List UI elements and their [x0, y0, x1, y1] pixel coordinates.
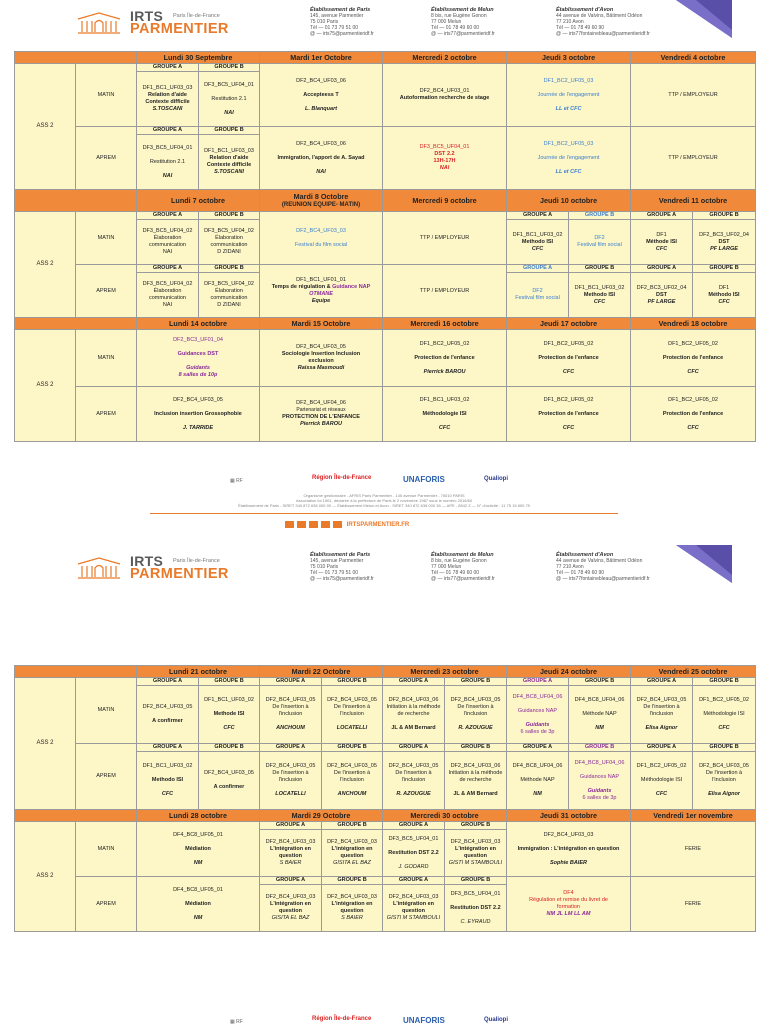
- session-cell: DF1_BC2_UF05_02 Méthodologie ISI CFC: [631, 752, 693, 810]
- rf-logo-icon: ▦ RF: [230, 1019, 243, 1025]
- session-cell: FERIE: [631, 822, 756, 877]
- logo-parmentier: PARMENTIER: [130, 566, 229, 582]
- session-cell: DF1_BC2_UF05_02 Protection de l'enfance CFC: [507, 387, 631, 442]
- class-label: ASS 2: [15, 678, 76, 810]
- session-cell: DF1_BC1_UF01_01 Temps de régulation & Guidance NAP OTMANE Equipe: [260, 265, 383, 318]
- session-cell: DF1 Méthodo ISI CFC: [693, 273, 756, 318]
- session-cell: DF2_BC4_UF03_03 L'intégration en question S BAIER: [260, 830, 322, 877]
- group-label: GROUPE A: [260, 877, 322, 885]
- session-cell: TTP / EMPLOYEUR: [631, 64, 756, 127]
- group-label: GROUPE B: [199, 744, 260, 752]
- week3-day-header: [15, 318, 756, 330]
- group-label: GROUPE A: [507, 265, 569, 273]
- session-cell: DF2_BC3_UF02_04 DST PF LARGE: [693, 220, 756, 265]
- address-avon: Établissement d'Avon 44 avenue de Valvins, Bâtiment Odéon 77 210 Avon Tél — 01 78 49 60 90 @ — irts77fontainebleau@parmentieridf.fr: [556, 7, 650, 37]
- day-header: Jeudi 3 octobre: [507, 52, 631, 64]
- group-label: GROUPE A: [260, 744, 322, 752]
- day-header: Lundi 30 Septembre: [137, 52, 260, 64]
- session-cell: DF3_BC5_UF04_02 Élaboration communication NAI: [137, 273, 199, 318]
- footer-divider: [150, 513, 618, 514]
- session-cell: DF2_BC4_UF03_01 Autoformation recherche de stage: [383, 64, 507, 127]
- session-cell: DF4_BC8_UF04_06 Méthode NAP NM: [569, 686, 631, 744]
- day-header: Jeudi 24 octobre: [507, 666, 631, 678]
- session-cell: DF1_BC1_UF03_02 Methodo ISI CFC: [137, 752, 199, 810]
- slot-label: APREM: [76, 744, 137, 810]
- session-cell: DF2_BC4_UF03_05 De l'insertion à l'inclusion LOCATELLI: [260, 752, 322, 810]
- slot-label: MATIN: [76, 64, 137, 127]
- address-paris: Établissement de Paris 145, avenue Parmentier 75 010 Paris Tél — 01 73 79 51 00 @ — irts75@parmentieridf.fr: [310, 552, 374, 582]
- session-cell: DF1_BC2_UF05_02 Protection de l'enfance CFC: [631, 387, 756, 442]
- slot-label: APREM: [76, 387, 137, 442]
- group-label: GROUPE B: [693, 212, 756, 220]
- address-melun: Établissement de Melun 8 bis, rue Eugène Gonon 77 000 Melun Tél — 01 78 49 60 00 @ — irts77@parmentieridf.fr: [431, 7, 495, 37]
- group-label: GROUPE A: [137, 127, 199, 135]
- group-label: GROUPE A: [383, 678, 445, 686]
- session-cell: DF3_BC5_UF04_02 Élaboration communication D ZIDANI: [199, 273, 260, 318]
- slot-label: MATIN: [76, 212, 137, 265]
- session-cell: DF4_BC8_UF05_01 Médiation NM: [137, 822, 260, 877]
- day-header: Mercredi 30 octobre: [383, 810, 507, 822]
- slot-label: MATIN: [76, 822, 137, 877]
- session-cell: DF2_BC3_UF01_04 Guidances DST Guidants 8 salles de 10p: [137, 330, 260, 387]
- slot-label: APREM: [76, 265, 137, 318]
- legal-text: Organisme gestionnaire - AFRIS Paris Parmentier - 145 avenue Parmentier - 75010 PARIS Association loi 1901, déclarée à la préfecture de Paris le 2 novembre 1987 sous le numéro 2016/60 Établissement de Paris - SIRET 340 872 638 000 90 — Établissement Melun et Avon - SIRET 340 872 638 000 36 — APE - 8542 Z — N° d'activité : 11 75 15 800 75: [238, 493, 530, 508]
- session-cell: DF2_BC4_UF03_05 A confirmer: [137, 686, 199, 744]
- session-cell: DF3_BC5_UF04_01 Restitution 2.1 NAI: [199, 72, 260, 127]
- slot-label: MATIN: [76, 678, 137, 744]
- day-header: Mardi 8 Octobre (REUNION EQUIPE- MATIN): [260, 190, 383, 212]
- group-label: GROUPE B: [199, 127, 260, 135]
- logo-unaforis: UNAFORIS: [403, 475, 445, 484]
- session-cell: DF2_BC4_UF03_05 De l'insertion à l'inclusion R. AZOUGUE: [445, 686, 507, 744]
- day-header: Vendredi 4 octobre: [631, 52, 756, 64]
- group-label: GROUPE A: [507, 678, 569, 686]
- session-cell: DF3_BC5_UF04_01 Restitution 2.1 NAI: [137, 135, 199, 190]
- session-cell: DF2_BC4_UF03_05 De l'insertion à l'inclusion ANCHOUM: [260, 686, 322, 744]
- slot-label: APREM: [76, 127, 137, 190]
- session-cell: DF2_BC4_UF03_05 De l'insertion à l'inclusion Elisa Aignor: [631, 686, 693, 744]
- day-header: Mardi 22 Octobre: [260, 666, 383, 678]
- session-cell: DF2_BC4_UF03_03 Festival du film social: [260, 212, 383, 265]
- day-header: Vendredi 18 octobre: [631, 318, 756, 330]
- group-label: GROUPE B: [569, 265, 631, 273]
- group-label: GROUPE B: [199, 64, 260, 72]
- session-cell: DF2_BC3_UF02_04 DST PF LARGE: [631, 273, 693, 318]
- group-label: GROUPE B: [322, 744, 383, 752]
- header-top: [0, 0, 768, 44]
- x-icon[interactable]: [321, 521, 330, 528]
- group-label: GROUPE B: [199, 212, 260, 220]
- day-header: Mardi 29 Octobre: [260, 810, 383, 822]
- session-cell: DF1_BC1_UF03_03 Relation d'aide Contexte difficile S.TOSCANI: [199, 135, 260, 190]
- logo-irts: IRTS: [130, 553, 164, 569]
- group-label: GROUPE B: [445, 822, 507, 830]
- day-header: Mardi 1er Octobre: [260, 52, 383, 64]
- group-label: GROUPE A: [137, 265, 199, 273]
- session-cell: DF1_BC2_UF05_03 Journée de l'engagement LL et CFC: [507, 127, 631, 190]
- session-cell: DF1_BC1_UF03_02 Methodo ISI CFC: [507, 220, 569, 265]
- session-cell: DF2_BC4_UF03_05 De l'insertion à l'inclusion ANCHOUM: [322, 752, 383, 810]
- day-header: Lundi 14 octobre: [137, 318, 260, 330]
- day-header: Vendredi 25 octobre: [631, 666, 756, 678]
- group-label: GROUPE B: [445, 678, 507, 686]
- session-cell: DF4_BC8_UF04_06 Guidances NAP Guidants 6 salles de 3p: [507, 686, 569, 744]
- group-label: GROUPE B: [445, 744, 507, 752]
- day-header: Jeudi 17 octobre: [507, 318, 631, 330]
- group-label: GROUPE B: [569, 744, 631, 752]
- session-cell: DF2_BC4_UF03_05 A confirmer: [199, 752, 260, 810]
- session-cell: FERIE: [631, 877, 756, 932]
- address-paris: Établissement de Paris 145, avenue Parmentier 75 010 Paris Tél — 01 73 79 51 00 @ — irts75@parmentieridf.fr: [310, 7, 374, 37]
- linkedin-icon[interactable]: [285, 521, 294, 528]
- week4-day-header: [15, 666, 756, 678]
- address-melun: Établissement de Melun 8 bis, rue Eugène Gonon 77 000 Melun Tél — 01 78 49 60 00 @ — irts77@parmentieridf.fr: [431, 552, 495, 582]
- group-label: GROUPE A: [507, 744, 569, 752]
- group-label: GROUPE A: [631, 212, 693, 220]
- group-label: GROUPE A: [260, 678, 322, 686]
- logo-region: Région Île-de-France: [312, 1016, 372, 1022]
- group-label: GROUPE B: [199, 265, 260, 273]
- youtube-icon[interactable]: [333, 521, 342, 528]
- session-cell: DF2_BC4_UF03_05 De l'insertion à l'inclusion LOCATELLI: [322, 686, 383, 744]
- session-cell: DF1_BC1_UF03_03 Relation d'aide Contexte difficile S.TOSCANI: [137, 72, 199, 127]
- logo-parmentier: PARMENTIER: [130, 21, 229, 37]
- session-cell: DF2_BC4_UF03_06 Initiation à la méthode de recherche JL & AM Bernard: [383, 686, 445, 744]
- instagram-icon[interactable]: [309, 521, 318, 528]
- day-header: Jeudi 10 octobre: [507, 190, 631, 212]
- logo-qualiopi: Qualiopi: [484, 1017, 508, 1023]
- group-label: GROUPE A: [260, 822, 322, 830]
- logo-region: Paris Île-de-France: [173, 13, 220, 19]
- day-header: Lundi 28 octobre: [137, 810, 260, 822]
- group-label: GROUPE B: [322, 877, 383, 885]
- group-label: GROUPE A: [137, 212, 199, 220]
- group-label: GROUPE A: [137, 744, 199, 752]
- day-header: Mercredi 23 octobre: [383, 666, 507, 678]
- day-header: Mardi 15 Octobre: [260, 318, 383, 330]
- group-label: GROUPE B: [693, 678, 756, 686]
- group-label: GROUPE B: [445, 877, 507, 885]
- slot-label: APREM: [76, 877, 137, 932]
- class-label: ASS 2: [15, 64, 76, 190]
- class-label: ASS 2: [15, 822, 76, 932]
- group-label: GROUPE B: [569, 678, 631, 686]
- session-cell: DF2_BC4_UF03_03 L'intégration en question S BAIER: [322, 885, 383, 932]
- day-header: Jeudi 31 octobre: [507, 810, 631, 822]
- week1-day-header: [15, 52, 756, 64]
- session-cell: DF3_BC5_UF04_02 Élaboration communication D ZIDANI: [199, 220, 260, 265]
- session-cell: DF1_BC1_UF03_02 Methode ISI CFC: [199, 686, 260, 744]
- session-cell: DF1_BC2_UF05_02 Méthodologie ISI CFC: [693, 686, 756, 744]
- session-cell: DF2_BC4_UF03_06 Initiation à la méthode de recherche JL & AM Bernard: [445, 752, 507, 810]
- day-header: Mercredi 16 octobre: [383, 318, 507, 330]
- address-avon: Établissement d'Avon 44 avenue de Valvins, Bâtiment Odéon 77 210 Avon Tél — 01 78 49 60 90 @ — irts77fontainebleau@parmentieridf.fr: [556, 552, 650, 582]
- group-label: GROUPE B: [199, 678, 260, 686]
- week5-day-header: [15, 810, 756, 822]
- group-label: GROUPE A: [631, 744, 693, 752]
- session-cell: DF1_BC2_UF05_03 Journée de l'engagement LL et CFC: [507, 64, 631, 127]
- session-cell: DF1_BC1_UF03_02 Méthodologie ISI CFC: [383, 387, 507, 442]
- timetable-page-2: [14, 665, 756, 932]
- session-cell: DF2_BC4_UF03_03 L'intégration en question GISTI M STAMBOULI: [445, 830, 507, 877]
- day-header: Mercredi 2 octobre: [383, 52, 507, 64]
- day-header: Vendredi 1er novembre: [631, 810, 756, 822]
- session-cell: DF3_BC5_UF04_02 Élaboration communication NAI: [137, 220, 199, 265]
- facebook-icon[interactable]: [297, 521, 306, 528]
- session-cell: DF2_BC4_UF03_03 L'intégration en question GISITA EL BAZ: [322, 830, 383, 877]
- group-label: GROUPE B: [569, 212, 631, 220]
- session-cell: DF1_BC2_UF05_02 Protection de l'enfance CFC: [631, 330, 756, 387]
- group-label: GROUPE A: [137, 678, 199, 686]
- header-page-2: [0, 545, 768, 589]
- logo-unaforis: UNAFORIS: [403, 1016, 445, 1025]
- session-cell: DF2_BC4_UF03_06 Accepteess T L. Blanquart: [260, 64, 383, 127]
- week2-day-header: [15, 190, 756, 212]
- session-cell: DF2_BC4_UF03_06 Immigration, l'apport de A. Sayad NAI: [260, 127, 383, 190]
- building-logo-icon: [76, 556, 122, 580]
- day-header: Lundi 21 octobre: [137, 666, 260, 678]
- website-link[interactable]: IRTSPARMENTIER.FR: [346, 522, 410, 529]
- session-cell: TTP / EMPLOYEUR: [383, 212, 507, 265]
- group-label: GROUPE A: [383, 822, 445, 830]
- logo-region: Paris Île-de-France: [173, 558, 220, 564]
- day-header: Vendredi 11 octobre: [631, 190, 756, 212]
- class-label: ASS 2: [15, 212, 76, 318]
- group-label: GROUPE A: [631, 678, 693, 686]
- logo-irts: IRTS: [130, 8, 164, 24]
- slot-label: MATIN: [76, 330, 137, 387]
- session-cell: DF3_BC5_UF04_01 Restitution DST 2.2 J. GODARD: [383, 830, 445, 877]
- session-cell: DF2_BC4_UF03_03 L'intégration en question GISTI M STAMBOULI: [383, 885, 445, 932]
- corner-decoration: [676, 545, 732, 583]
- session-cell: DF2_BC4_UF03_05 De l'insertion à l'inclusion Elisa Aignor: [693, 752, 756, 810]
- session-cell: DF3_BC5_UF04_01 Restitution DST 2.2 C. EYRAUD: [445, 885, 507, 932]
- session-cell: DF2 Festival film social: [569, 220, 631, 265]
- partner-logos: [230, 1016, 530, 1030]
- session-cell: TTP / EMPLOYEUR: [383, 265, 507, 318]
- timetable-page-1: [14, 51, 756, 442]
- group-label: GROUPE B: [693, 265, 756, 273]
- session-cell: DF1 Méthode ISI CFC: [631, 220, 693, 265]
- group-label: GROUPE B: [693, 744, 756, 752]
- session-cell: DF4_BC8_UF04_06 Guidances NAP Guidants 6 salles de 3p: [569, 752, 631, 810]
- logo-region: Région Île-de-France: [312, 475, 372, 481]
- session-cell: DF1_BC2_UF05_02 Protection de l'enfance CFC: [507, 330, 631, 387]
- rf-logo-icon: ▦ RF: [230, 478, 243, 484]
- session-cell: DF3_BC5_UF04_01 DST 2.2 13H-17H NAI: [383, 127, 507, 190]
- logo-qualiopi: Qualiopi: [484, 476, 508, 482]
- session-cell: TTP / EMPLOYEUR: [631, 127, 756, 190]
- building-logo-icon: [76, 11, 122, 35]
- group-label: GROUPE A: [137, 64, 199, 72]
- day-header: Mercredi 9 octobre: [383, 190, 507, 212]
- session-cell: DF2_BC4_UF03_03 Immigration : L'intégration en question Sophie BAIER: [507, 822, 631, 877]
- partner-logos: [230, 475, 530, 489]
- session-cell: DF1_BC1_UF03_02 Methodo ISI CFC: [569, 273, 631, 318]
- session-cell: DF2 Festival film social: [507, 273, 569, 318]
- day-header: Lundi 7 octobre: [137, 190, 260, 212]
- session-cell: DF4_BC8_UF04_06 Méthode NAP NM: [507, 752, 569, 810]
- group-label: GROUPE A: [383, 877, 445, 885]
- session-cell: DF2_BC4_UF03_03 L'intégration en question GISITA EL BAZ: [260, 885, 322, 932]
- group-label: GROUPE A: [507, 212, 569, 220]
- session-cell: DF2_BC4_UF04_06 Partenariat et réseaux PROTECTION DE L'ENFANCE Pierrick BAROU: [260, 387, 383, 442]
- group-label: GROUPE A: [383, 744, 445, 752]
- session-cell: DF2_BC4_UF03_05 Inclusion insertion Grossophobie J. TARRIDE: [137, 387, 260, 442]
- session-cell: DF4 Régulation et remise du livret de formation NM JL LM LL AM: [507, 877, 631, 932]
- group-label: GROUPE A: [631, 265, 693, 273]
- session-cell: DF2_BC4_UF03_05 De l'insertion à l'inclusion R. AZOUGUE: [383, 752, 445, 810]
- corner-decoration: [676, 0, 732, 38]
- session-cell: DF4_BC8_UF05_01 Médiation NM: [137, 877, 260, 932]
- class-label: ASS 2: [15, 330, 76, 442]
- group-label: GROUPE B: [322, 822, 383, 830]
- session-cell: DF1_BC2_UF05_02 Protection de l'enfance Pierrick BAROU: [383, 330, 507, 387]
- group-label: GROUPE B: [322, 678, 383, 686]
- social-links: [285, 521, 485, 528]
- session-cell: DF2_BC4_UF03_05 Sociologie Insertion Inclusion exclusion Raissa Masmoudi: [260, 330, 383, 387]
